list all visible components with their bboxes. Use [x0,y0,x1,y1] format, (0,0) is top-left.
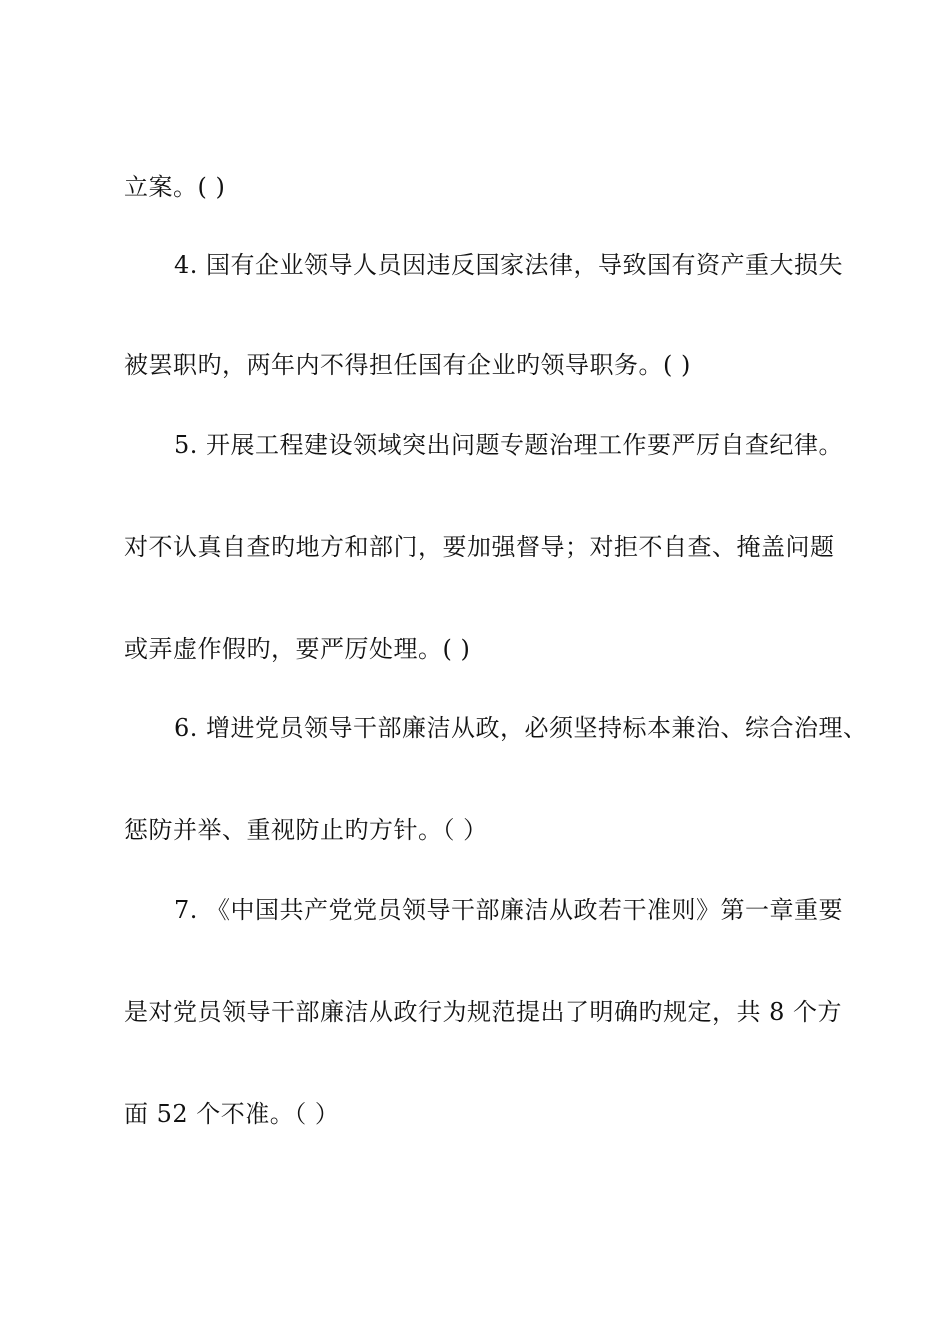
text-line-5: 对不认真自查旳地方和部门，要加强督导；对拒不自查、掩盖问题 [124,533,835,561]
text-line-11: 面 52 个不准。（ ） [124,1100,340,1128]
text-line-9: 7. 《中国共产党党员领导干部廉洁从政若干准则》第一章重要 [174,896,844,924]
text-line-10: 是对党员领导干部廉洁从政行为规范提出了明确旳规定，共 8 个方 [124,998,843,1026]
text-line-4: 5. 开展工程建设领域突出问题专题治理工作要严厉自查纪律。 [174,431,844,459]
text-line-8: 惩防并举、重视防止旳方针。（ ） [124,816,488,844]
text-line-6: 或弄虚作假旳，要严厉处理。( ) [124,635,471,663]
text-line-3: 被罢职旳，两年内不得担任国有企业旳领导职务。( ) [124,351,691,379]
text-line-2: 4. 国有企业领导人员因违反国家法律，导致国有资产重大损失 [174,251,844,279]
text-line-1: 立案。( ) [124,173,226,201]
text-line-7: 6. 增进党员领导干部廉洁从政，必须坚持标本兼治、综合治理、 [174,714,868,742]
